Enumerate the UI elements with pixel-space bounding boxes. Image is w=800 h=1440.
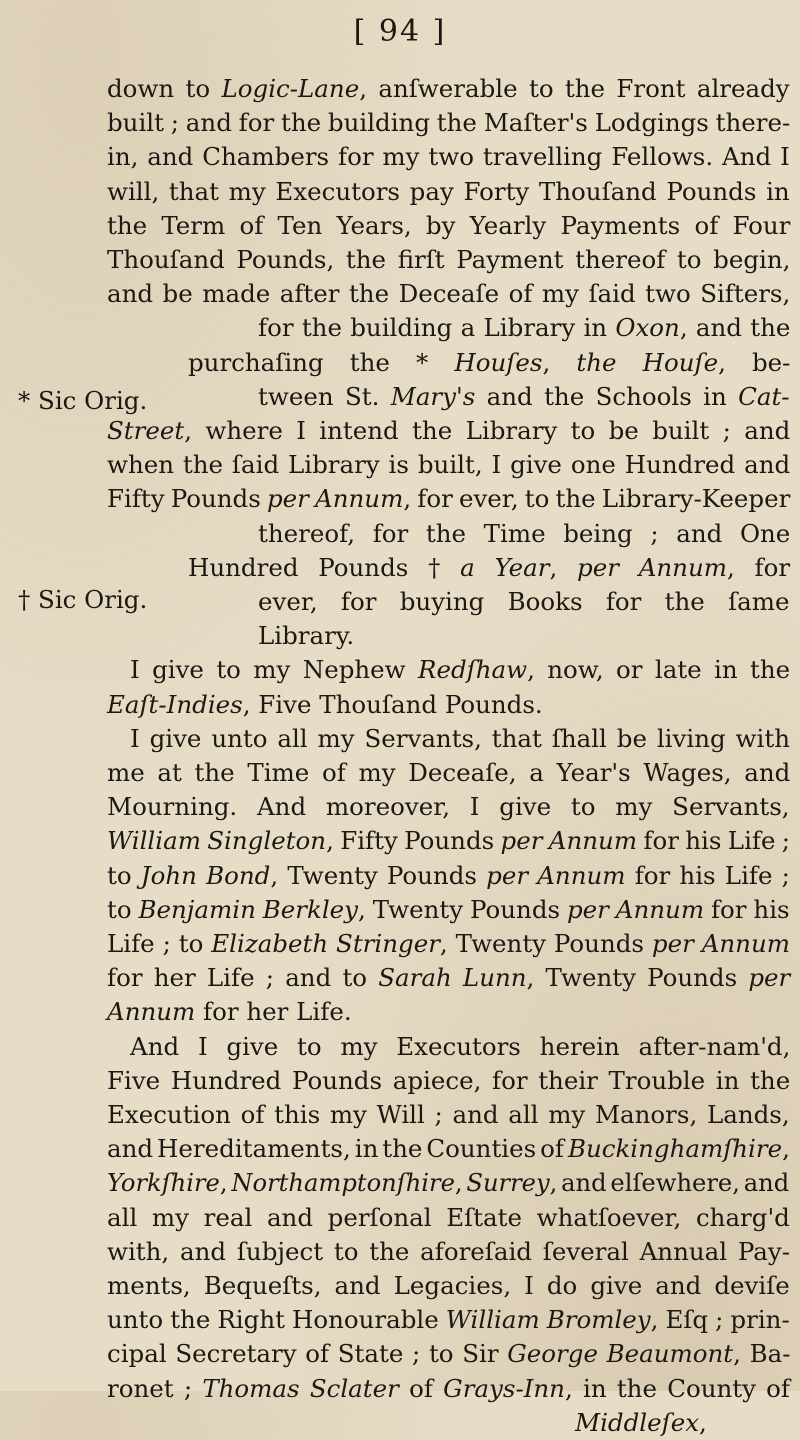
- text-run: to: [107, 860, 141, 890]
- text-run: , now, or late in the: [527, 655, 791, 685]
- text-line: [258, 311, 790, 345]
- text-line: [258, 619, 354, 653]
- text-run: Thouſand Pounds, the firſt Payment thereof to begin,: [107, 245, 791, 274]
- text-line: [107, 277, 790, 311]
- text-line: [258, 517, 790, 551]
- text-run: ,: [454, 1168, 467, 1198]
- text-run: me at the Time of my Deceaſe, a Year's Wages, and: [107, 758, 791, 787]
- page-number: [ 94 ]: [353, 14, 447, 49]
- text-run: , Eſq ; prin-: [650, 1305, 790, 1335]
- text-run: ,: [782, 1134, 790, 1164]
- text-line: [575, 1406, 707, 1440]
- text-run: ments, Bequeſts, and Legacies, I do give and deviſe: [107, 1271, 790, 1300]
- text-line: [107, 688, 543, 722]
- text-run: , for ever, to the Library-Keeper: [403, 484, 791, 514]
- text-line: [107, 1064, 790, 1098]
- text-line: [107, 72, 790, 106]
- text-line: [107, 106, 790, 140]
- text-run: , Twenty Pounds: [358, 894, 567, 924]
- italic-run: per Annum: [500, 826, 638, 856]
- text-run: will, that my Executors pay Forty Thouſand Pounds in: [107, 176, 790, 206]
- italic-run: a Year: [460, 552, 550, 582]
- text-run: ,: [542, 347, 577, 377]
- text-line: [130, 653, 790, 687]
- italic-run: William Bromley: [445, 1305, 651, 1335]
- text-line: [107, 1372, 790, 1406]
- text-run: of: [398, 1373, 444, 1403]
- text-line: [107, 1166, 789, 1200]
- text-run: down to: [107, 74, 222, 103]
- text-line: [107, 961, 790, 995]
- text-run: for the building a Library in: [258, 313, 616, 343]
- text-line: [130, 722, 790, 756]
- italic-run: Street: [107, 416, 185, 445]
- text-run: ever, for buying Books for the ſame: [258, 587, 790, 616]
- text-run: cipal Secretary of State ; to Sir: [107, 1339, 508, 1369]
- text-run: , and elſewhere, and: [549, 1168, 790, 1198]
- text-line: [258, 585, 790, 619]
- italic-run: Grays-Inn: [443, 1373, 565, 1403]
- text-line: [107, 1303, 790, 1337]
- italic-run: Yorkſhire: [107, 1168, 220, 1198]
- text-run: built ; and for the building the Maſter's Lodgings there-: [107, 108, 791, 138]
- text-line: [188, 346, 790, 380]
- italic-run: per Annum: [567, 894, 705, 924]
- text-line: [107, 482, 790, 516]
- text-run: for her Life.: [195, 997, 352, 1027]
- text-line: [107, 414, 790, 448]
- text-run: and Hereditaments, in the Counties of: [107, 1134, 568, 1164]
- text-run: to: [107, 894, 139, 924]
- italic-run: Middleſex: [575, 1407, 700, 1437]
- text-run: for his Life ;: [637, 826, 791, 856]
- text-line: [258, 380, 790, 414]
- text-run: the Term of Ten Years, by Yearly Payments of Four: [107, 210, 791, 240]
- margin-note-text: * Sic Orig.: [18, 386, 148, 415]
- text-run: Fifty Pounds: [107, 484, 267, 514]
- italic-run: Buckinghamſhire: [567, 1134, 783, 1164]
- text-line: [107, 790, 790, 824]
- text-run: Mourning. And moreover, I give to my Servants,: [107, 792, 790, 822]
- italic-run: Logic-Lane: [221, 74, 360, 103]
- text-run: tween St.: [258, 381, 391, 411]
- text-run: ,: [549, 552, 578, 582]
- text-line: [107, 1269, 790, 1303]
- text-run: when the ſaid Library is built, I give one Hundred and: [107, 450, 791, 480]
- italic-run: Benjamin Berkley: [138, 894, 358, 924]
- italic-run: Redſhaw: [418, 655, 528, 685]
- text-run: with, and ſubject to the aforeſaid ſeveral Annual Pay-: [107, 1236, 790, 1266]
- text-run: , Ba-: [733, 1339, 791, 1369]
- italic-run: Cat-: [738, 381, 790, 411]
- text-run: and the Schools in: [475, 381, 739, 411]
- text-line: [107, 1132, 790, 1166]
- text-run: I give unto all my Servants, that ſhall be living with: [130, 723, 790, 753]
- text-run: , be-: [718, 347, 791, 377]
- text-line: [107, 824, 790, 858]
- text-run: , for: [726, 552, 791, 582]
- text-run: , Twenty Pounds: [439, 929, 652, 958]
- text-line: [107, 1235, 790, 1269]
- text-run: , Five Thouſand Pounds.: [242, 689, 543, 719]
- margin-note-text: † Sic Orig.: [18, 585, 148, 614]
- italic-run: per Annum: [266, 484, 404, 514]
- text-run: ronet ;: [107, 1373, 203, 1403]
- italic-run: Annum: [107, 997, 196, 1027]
- margin-note-sic-orig-2: [18, 583, 147, 617]
- text-line: [107, 1337, 790, 1371]
- italic-run: per Annum: [577, 552, 727, 582]
- italic-run: Sarah Lunn: [378, 963, 527, 993]
- text-run: and be made after the Deceaſe of my ſaid two Sifters,: [107, 279, 791, 309]
- italic-run: William Singleton: [107, 826, 327, 856]
- text-run: Hundred Pounds †: [188, 552, 461, 582]
- text-line: [107, 209, 790, 243]
- text-run: ,: [219, 1168, 232, 1198]
- italic-run: Mary's: [390, 381, 476, 411]
- italic-run: Surrey: [466, 1168, 550, 1198]
- text-line: [107, 995, 352, 1029]
- italic-run: per Annum: [486, 860, 626, 890]
- text-line: [107, 140, 790, 174]
- text-line: [107, 243, 790, 277]
- text-line: [107, 175, 790, 209]
- text-run: in, and Chambers for my two travelling Fellows. And I: [107, 142, 790, 172]
- text-run: , anſwerable to the Front already: [359, 74, 790, 103]
- text-run: unto the Right Honourable: [107, 1305, 446, 1335]
- text-line: [107, 1201, 790, 1235]
- italic-run: per: [748, 963, 791, 993]
- text-line: [107, 756, 790, 790]
- italic-run: Eaſt-Indies: [107, 689, 243, 719]
- text-line: [107, 927, 790, 961]
- text-run: , Fifty Pounds: [326, 826, 501, 856]
- text-run: , Twenty Pounds: [270, 860, 487, 890]
- text-line: [107, 1098, 790, 1132]
- text-line: [107, 859, 790, 893]
- text-run: Five Hundred Pounds apiece, for their Trouble in the: [107, 1065, 791, 1095]
- text-run: Library.: [258, 621, 355, 651]
- text-run: , and the: [679, 313, 791, 343]
- text-run: , where I intend the Library to be built ; and: [184, 416, 791, 445]
- italic-run: George Beaumont: [507, 1339, 734, 1369]
- text-line: [130, 1030, 790, 1064]
- text-run: I give to my Nephew: [130, 655, 419, 685]
- text-run: all my real and perſonal Eſtate whatſoever, charg'd: [107, 1202, 790, 1232]
- text-line: [188, 551, 790, 585]
- text-run: thereof, for the Time being ; and One: [258, 518, 791, 548]
- italic-run: Houſes: [454, 347, 543, 377]
- italic-run: Northamptonſhire: [231, 1168, 455, 1198]
- italic-run: the Houſe: [576, 347, 719, 377]
- text-run: for her Life ; and to: [107, 963, 379, 993]
- text-run: ,: [699, 1407, 707, 1437]
- italic-run: Oxon: [615, 313, 680, 343]
- text-run: Life ; to: [107, 929, 212, 958]
- italic-run: John Bond: [140, 860, 271, 890]
- text-run: Execution of this my Will ; and all my Manors, Lands,: [107, 1100, 790, 1129]
- text-run: for his Life ;: [625, 860, 790, 890]
- text-line: [107, 893, 790, 927]
- text-run: for his: [704, 894, 790, 924]
- text-run: purchaſing the *: [188, 347, 455, 377]
- text-run: , Twenty Pounds: [526, 963, 749, 993]
- text-run: , in the County of: [564, 1373, 790, 1403]
- italic-run: Thomas Sclater: [202, 1373, 399, 1403]
- italic-run: Elizabeth Stringer: [211, 929, 440, 958]
- margin-note-sic-orig-1: [18, 384, 147, 418]
- italic-run: per Annum: [651, 929, 790, 958]
- text-line: [107, 448, 790, 482]
- text-run: And I give to my Executors herein after-nam'd,: [130, 1031, 791, 1061]
